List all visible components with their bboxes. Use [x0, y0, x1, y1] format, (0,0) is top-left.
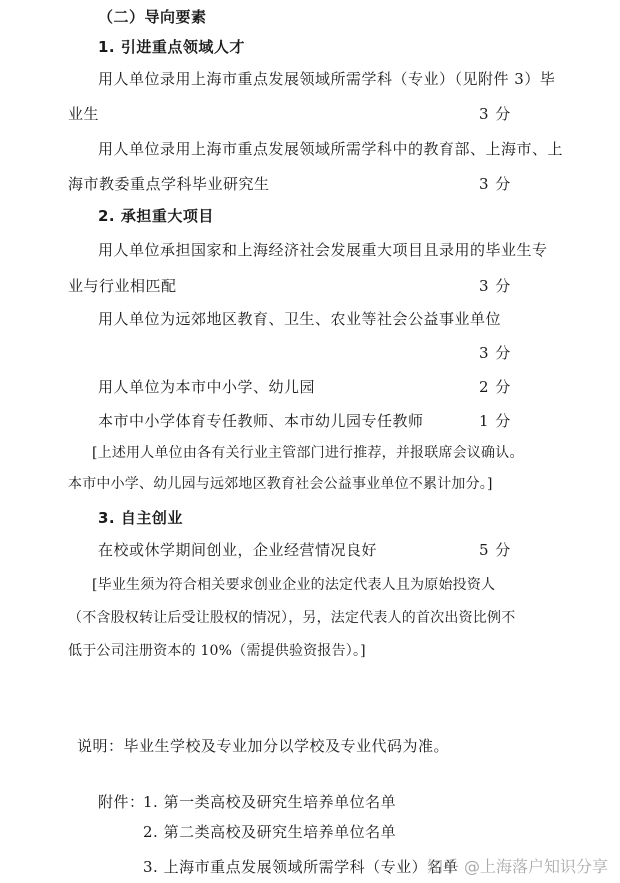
entry-2-1-score: 3 分 — [479, 277, 512, 295]
entry-3-1-line1: 在校或休学期间创业，企业经营情况良好 — [98, 541, 378, 559]
item-heading-2: 2. 承担重大项目 — [98, 207, 214, 225]
entry-1-1-score: 3 分 — [479, 105, 512, 123]
remark: 说明：毕业生学校及专业加分以学校及专业代码为准。 — [77, 737, 450, 755]
item-heading-3: 3. 自主创业 — [98, 509, 183, 527]
entry-2-1-line1: 用人单位承担国家和上海经济社会发展重大项目且录用的毕业生专 — [98, 241, 548, 259]
entry-2-1-line2: 业与行业相匹配 — [68, 277, 177, 295]
entry-1-2-score: 3 分 — [479, 175, 512, 193]
entry-2-3-score: 2 分 — [479, 378, 512, 396]
entry-1-1-line1: 用人单位录用上海市重点发展领域所需学科（专业）（见附件 3）毕 — [98, 70, 556, 88]
entry-1-1-line2: 业生 — [68, 105, 100, 123]
entry-3-1-score: 5 分 — [479, 541, 512, 559]
watermark: 知乎 @上海落户知识分享 — [426, 857, 608, 876]
attachment-item-2: 2. 第二类高校及研究生培养单位名单 — [143, 823, 397, 841]
entry-1-2-line1: 用人单位录用上海市重点发展领域所需学科中的教育部、上海市、上 — [98, 140, 564, 158]
entry-2-3-line1: 用人单位为本市中小学、幼儿园 — [98, 378, 316, 396]
section-title: （二）导向要素 — [98, 8, 207, 26]
note-3-line1: [毕业生须为符合相关要求创业企业的法定代表人且为原始投资人 — [92, 577, 496, 593]
note-2-line2: 本市中小学、幼儿园与远郊地区教育社会公益事业单位不累计加分。] — [68, 476, 493, 492]
note-3-line2: （不含股权转让后受让股权的情况），另，法定代表人的首次出资比例不 — [68, 610, 516, 626]
note-3-line3: 低于公司注册资本的 10%（需提供验资报告）。] — [68, 643, 366, 659]
entry-2-4-line1: 本市中小学体育专任教师、本市幼儿园专任教师 — [98, 412, 424, 430]
entry-2-2-score: 3 分 — [479, 344, 512, 362]
entry-1-2-line2: 海市教委重点学科毕业研究生 — [68, 175, 270, 193]
attachment-item-1: 1. 第一类高校及研究生培养单位名单 — [143, 793, 397, 811]
attachments-label: 附件： — [98, 793, 145, 811]
item-heading-1: 1. 引进重点领域人才 — [98, 38, 245, 56]
note-2-line1: [上述用人单位由各有关行业主管部门进行推荐，并报联席会议确认。 — [92, 445, 524, 461]
entry-2-4-score: 1 分 — [479, 412, 512, 430]
attachment-item-3: 3. 上海市重点发展领域所需学科（专业）名单 — [143, 858, 459, 876]
entry-2-2-line1: 用人单位为远郊地区教育、卫生、农业等社会公益事业单位 — [98, 310, 502, 328]
